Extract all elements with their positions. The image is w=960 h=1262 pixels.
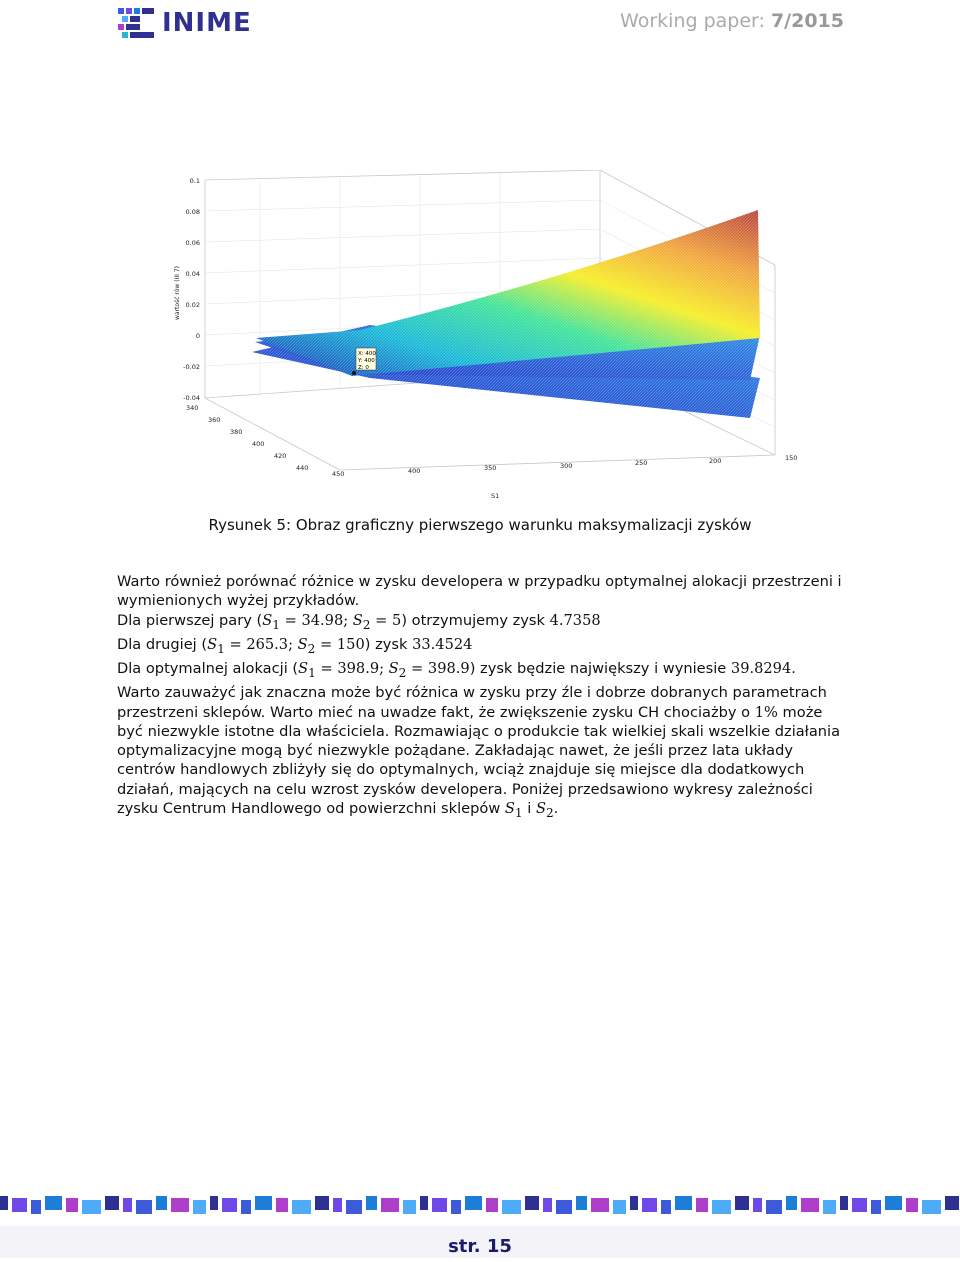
footer-tile (346, 1200, 362, 1214)
footer-tile (255, 1196, 272, 1210)
footer-tile (906, 1198, 918, 1212)
left-tick: 440 (296, 464, 309, 472)
footer-tile (315, 1196, 329, 1210)
datatip-y: Y: 400 (358, 358, 375, 364)
footer-tile (403, 1200, 416, 1214)
footer-tile (712, 1200, 731, 1214)
z-tick: 0.04 (185, 270, 200, 278)
footer-tile (840, 1196, 848, 1210)
footer-tile (502, 1200, 521, 1214)
z-tick: -0.04 (183, 394, 200, 402)
footer-tile (156, 1196, 167, 1210)
left-tick: 420 (274, 452, 287, 460)
logo-mark-icon (116, 6, 158, 40)
footer-tile (0, 1196, 8, 1210)
footer-tile (82, 1200, 101, 1214)
page-number: str. 15 (448, 1236, 512, 1257)
footer-tile (871, 1200, 881, 1214)
footer-tile (31, 1200, 41, 1214)
left-tick: 360 (208, 416, 221, 424)
bottom-tick: 400 (408, 467, 421, 475)
x-axis-label: S1 (491, 492, 500, 500)
footer-tile (193, 1200, 206, 1214)
footer-tile (591, 1198, 609, 1212)
left-tick: 340 (186, 404, 199, 412)
datatip-x: X: 400 (358, 351, 376, 357)
footer-tile (222, 1198, 237, 1212)
bottom-tick: 200 (709, 457, 722, 465)
footer-tile (801, 1198, 819, 1212)
footer-tile (543, 1198, 552, 1212)
footer-tile (852, 1198, 867, 1212)
footer-tile (525, 1196, 539, 1210)
left-ticks (186, 404, 344, 478)
inime-logo (116, 6, 276, 40)
footer-tile (381, 1198, 399, 1212)
footer-tile (420, 1196, 428, 1210)
z-tick: 0.08 (185, 208, 200, 216)
working-paper-label: Working paper: 7/2015 (620, 10, 844, 32)
footer-tile (922, 1200, 941, 1214)
footer-tile (292, 1200, 311, 1214)
footer-tile (136, 1200, 152, 1214)
footer-tile (366, 1196, 377, 1210)
bottom-tick: 250 (635, 459, 648, 467)
z-tick: 0 (195, 332, 200, 340)
footer-tile (465, 1196, 482, 1210)
body-text (117, 572, 842, 823)
footer-tile (630, 1196, 638, 1210)
footer-tile (823, 1200, 836, 1214)
footer-tile (276, 1198, 288, 1212)
footer-tile (171, 1198, 189, 1212)
datatip-z: Z: 0 (358, 365, 369, 371)
footer-tile (333, 1198, 342, 1212)
footer-tile (885, 1196, 902, 1210)
footer-tile (696, 1198, 708, 1212)
z-axis-label: wartość rów (III 7) (174, 266, 181, 320)
footer-tile (735, 1196, 749, 1210)
footer-tile (123, 1198, 132, 1212)
footer-tile (486, 1198, 498, 1212)
left-tick: 450 (332, 470, 345, 478)
footer-tile (576, 1196, 587, 1210)
z-tick: 0.1 (189, 177, 200, 185)
footer-tile (753, 1198, 762, 1212)
bottom-tick: 350 (484, 464, 497, 472)
surface-plot-figure (160, 170, 800, 510)
footer-tile (451, 1200, 461, 1214)
left-tick: 380 (230, 428, 243, 436)
footer-tile (12, 1198, 27, 1212)
line-first-pair: Dla pierwszej pary ($S_1 = 34.98$; $S_2 = 5$) otrzymujemy zysk 4.7358 (117, 611, 601, 632)
logo-text: INIME (162, 8, 252, 38)
footer-tile (613, 1200, 626, 1214)
left-tick: 400 (252, 440, 265, 448)
footer-tile (105, 1196, 119, 1210)
paragraph-intro: Warto również porównać różnice w zysku developera w przypadku optymalnej alokacji przestrzeni i wymienionych wyżej przykładów. (117, 573, 842, 610)
footer-tile (241, 1200, 251, 1214)
footer-tile (66, 1198, 78, 1212)
z-ticks (183, 177, 200, 402)
z-tick: 0.02 (185, 301, 200, 309)
z-tick: -0.02 (183, 363, 200, 371)
footer-tile (661, 1200, 671, 1214)
surface-plot (160, 170, 800, 510)
footer-tile (556, 1200, 572, 1214)
bottom-tick: 150 (785, 454, 798, 462)
bottom-tick: 300 (560, 462, 573, 470)
bottom-ticks (408, 454, 797, 475)
footer-tile (45, 1196, 62, 1210)
footer-tile (432, 1198, 447, 1212)
z-tick: 0.06 (185, 239, 200, 247)
figure-caption: Rysunek 5: Obraz graficzny pierwszego warunku maksymalizacji zysków (208, 516, 752, 534)
footer-tile (945, 1196, 959, 1210)
paragraph-discussion: Warto zauważyć jak znaczna może być różnica w zysku przy źle i dobrze dobranych parametrach przestrzeni sklepów. Warto mieć na uwadze fakt, że zwiększenie zysku CH chociażby o 1% może być niezwykle istotne dla właściciela. Rozmawiając o produkcie tak wielkiej skali wszelkie działania optymalizacyjne mogą być niezwykle pożądane. Zakładając nawet, że jeśli przez lata układy centrów handlowych zbliżyły się do optymalnych, wciąż znajduje się miejsce dla dodatkowych działań, mających na celu wzrost zysków developera. Poniżej przedsawiono wykresy zależności zysku Centrum Handlowego od powierzchni sklepów $S_1$ i $S_2$. (117, 684, 841, 820)
line-optimal: Dla optymalnej alokacji ($S_1 = 398.9$; $S_2 = 398.9$) zysk będzie największy i wyniesie 39.8294. (117, 660, 796, 680)
footer-tile (642, 1198, 657, 1212)
footer-tile (210, 1196, 218, 1210)
footer-tile (766, 1200, 782, 1214)
footer-tile (675, 1196, 692, 1210)
line-second-pair: Dla drugiej ($S_1 = 265.3$; $S_2 = 150$) zysk 33.4524 (117, 635, 473, 656)
footer-tile (786, 1196, 797, 1210)
